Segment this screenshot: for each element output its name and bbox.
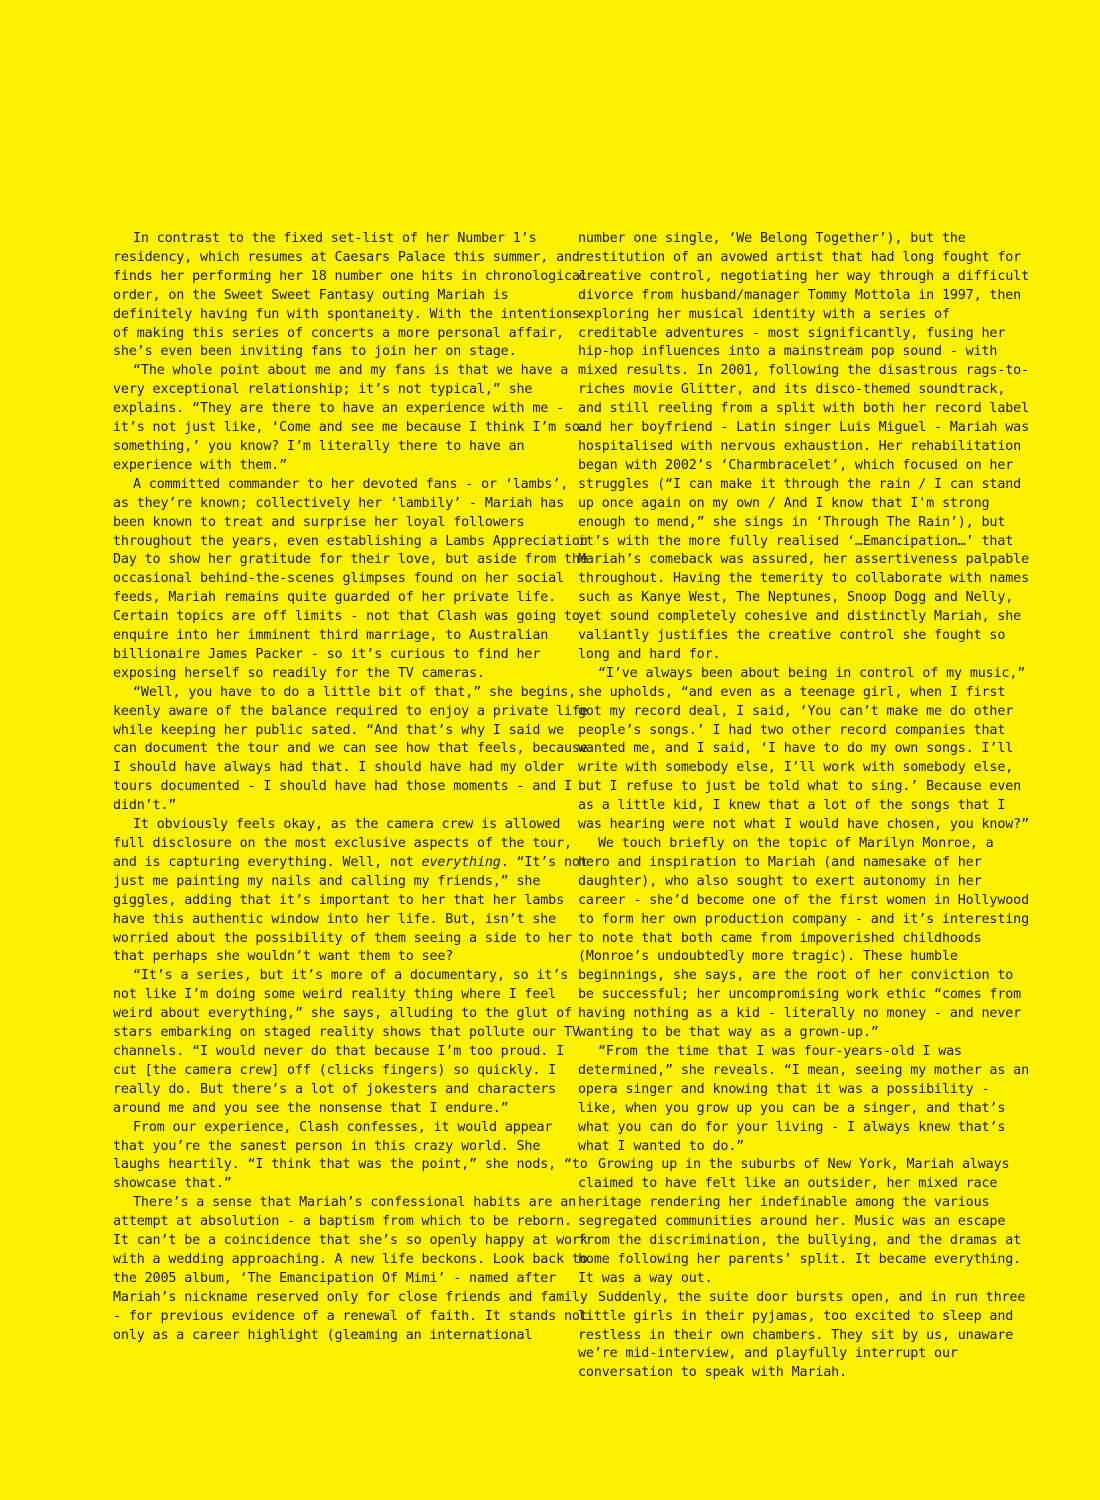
paragraph: We touch briefly on the topic of Marilyn Monroe, a hero and inspiration to Mariah (and namesake of her daughter), who also sought to exert autonomy in her career - she’d become one of the first women in Hollywood to form her own production company - and it’s interesting to note that both came from impoverished childhoods (Monroe’s undoubtedly more tragic). These humble beginnings, she says, are the root of her conviction to be successful; her uncompromising work ethic “comes from having nothing as a kid - literally no money - and never wanting to be that way as a grown-up.” <box>578 836 1029 1041</box>
paragraph: “I’ve always been about being in control of my music,” she upholds, “and even as a teenage girl, when I first got my record deal, I said, ‘You can’t make me do other people’s songs.’ I had two other record companies that wanted me, and I said, ‘I have to do my own songs. I’ll write with somebody else, I’ll work with somebody else, but I refuse to just be told what to sing.’ Because even as a little kid, I knew that a lot of the songs that I was hearing were not what I would have chosen, you know?” <box>578 665 1029 833</box>
emphasis-text: everything <box>421 854 501 870</box>
paragraph: “Well, you have to do a little bit of that,” she begins, keenly aware of the balance required to enjoy a private life while keeping her public sated. “And that’s why I said we can document the tour and we can see how that feels, because I should have always had that. I should have had my older tours documented - I should have had those moments - and I didn’t.” <box>113 684 588 814</box>
paragraph <box>113 816 591 967</box>
article-column-left <box>113 230 591 1345</box>
paragraph: A committed commander to her devoted fans - or ‘lambs’, as they’re known; collectively her ‘lambily’ - Mariah has been known to treat and surprise her loyal followers throughout the years, even establishing a Lambs Appreciation Day to show her gratitude for their love, but aside from the occasional behind-the-scenes glimpses found on her social feeds, Mariah remains quite guarded of her private life. Certain topics are off limits - not that Clash was going to enquire into her imminent third marriage, to Australian billionaire James Packer - so it’s curious to find her exposing herself so readily for the TV cameras. <box>113 476 588 681</box>
paragraph-text: . “It’s not just me painting my nails and calling my friends,” she giggles, adding that it’s important to her that her lambs have this authentic window into her life. But, isn’t she worried about the possibility of them seeing a side to her that perhaps she wouldn’t want them to see? <box>113 854 588 965</box>
paragraph: “The whole point about me and my fans is that we have a very exceptional relationship; it’s not typical,” she explains. “They are there to have an experience with me - it’s not just like, ‘Come and see me because I think I’m so…something,’ you know? I’m literally there to have an experience with them.” <box>113 363 588 473</box>
article-column-right <box>578 230 1030 1383</box>
paragraph: From our experience, Clash confesses, it would appear that you’re the sanest person in this crazy world. She laughs heartily. “I think that was the point,” she nods, “to showcase that.” <box>113 1119 588 1192</box>
paragraph-continued: number one single, ‘We Belong Together’), but the restitution of an avowed artist that had long fought for creative control, negotiating her way through a difficult divorce from husband/manager Tommy Mottola in 1997, then exploring her musical identity with a series of creditable adventures - most significantly, fusing her hip-hop influences into a mainstream pop sound - with mixed results. In 2001, following the disastrous rags-to-riches movie Glitter, and its disco-themed soundtrack, and still reeling from a split with both her record label and her boyfriend - Latin singer Luis Miguel - Mariah was hospitalised with nervous exhaustion. Her rehabilitation began with 2002’s ‘Charmbracelet’, which focused on her struggles (“I can make it through the rain / I can stand up once again on my own / And I know that I'm strong enough to mend,” she sings in ‘Through The Rain’), but it’s with the more fully realised ‘…Emancipation…’ that Mariah’s comeback was assured, her assertiveness palpable throughout. Having the temerity to collaborate with names such as Kanye West, The Neptunes, Snoop Dogg and Nelly, yet sound completely cohesive and distinctly Mariah, she valiantly justifies the creative control she fought so long and hard for. <box>578 231 1029 662</box>
paragraph: Suddenly, the suite door bursts open, and in run three little girls in their pyjamas, too excited to sleep and restless in their own chambers. They sit by us, unaware we’re mid-interview, and playfully interrupt our conversation to speak with Mariah. <box>578 1289 1026 1381</box>
paragraph: Growing up in the suburbs of New York, Mariah always claimed to have felt like an outsider, her mixed race heritage rendering her indefinable among the various segregated communities around her. Music was an escape from the discrimination, the bullying, and the dramas at home following her parents’ split. It became everything. It was a way out. <box>578 1157 1022 1286</box>
paragraph: “From the time that I was four-years-old I was determined,” she reveals. “I mean, seeing my mother as an opera singer and knowing that it was a possibility - like, when you grow up you can be a singer, and that’s what you can do for your living - I always knew that’s what I wanted to do.” <box>578 1043 1029 1154</box>
paragraph: There’s a sense that Mariah’s confessional habits are an attempt at absolution - a baptism from which to be reborn. It can’t be a coincidence that she’s so openly happy at work with a wedding approaching. A new life beckons. Look back to the 2005 album, ‘The Emancipation Of Mimi’ - named after Mariah’s nickname reserved only for close friends and family - for previous evidence of a renewal of faith. It stands not only as a career highlight (gleaming an international <box>113 1195 588 1343</box>
paragraph: In contrast to the fixed set-list of her Number 1’s residency, which resumes at Caesars Palace this summer, and finds her performing her 18 number one hits in chronological order, on the Sweet Sweet Fantasy outing Mariah is definitely having fun with spontaneity. With the intentions of making this series of concerts a more personal affair, she’s even been inviting fans to join her on stage. <box>113 231 588 360</box>
paragraph-text: It obviously feels okay, as the camera crew is allowed full disclosure on the most exclusive aspects of the tour, and is capturing everything. Well, not <box>113 817 572 870</box>
paragraph: “It’s a series, but it’s more of a documentary, so it’s not like I’m doing some weird reality thing where I feel weird about everything,” she says, alluding to the glut of stars embarking on staged reality shows that pollute our TV channels. “I would never do that because I’m too proud. I cut [the camera crew] off (clicks fingers) so quickly. I really do. But there’s a lot of jokesters and characters around me and you see the nonsense that I endure.” <box>113 968 580 1116</box>
